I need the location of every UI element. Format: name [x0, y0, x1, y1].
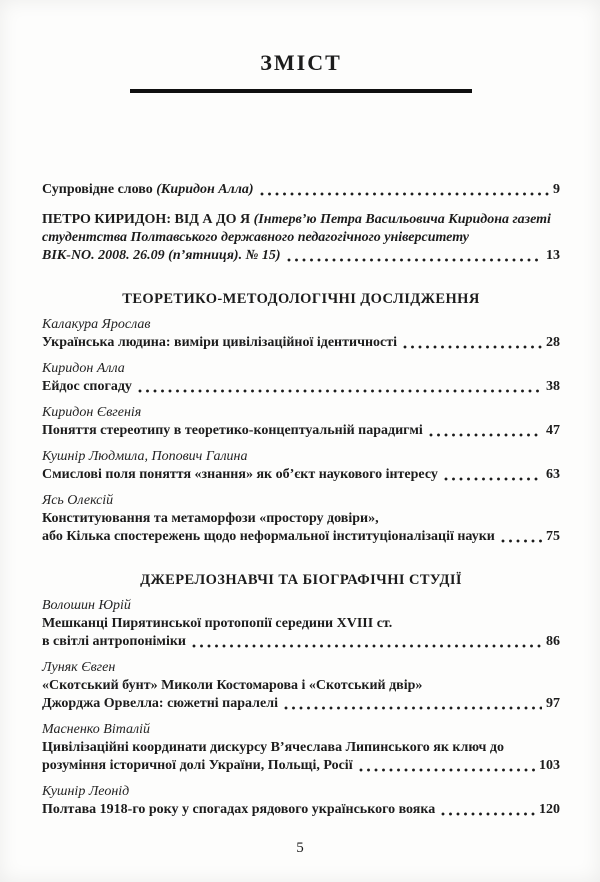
dot-leader [192, 644, 542, 648]
dot-leader [260, 192, 549, 196]
dot-leader [287, 258, 542, 262]
title-rule [130, 89, 472, 93]
toc-entry [42, 181, 560, 199]
front-matter [42, 181, 560, 265]
entry-page-number: 75 [546, 529, 560, 544]
entry-title-line: Цивілізаційні координати дискурсу В’ячеслава Липинського як ключ до [42, 740, 504, 755]
entry-page-number: 9 [553, 182, 560, 197]
entry-note: ВІК-NO. 2008. 26.09 (п’ятниця). № 15) [42, 248, 281, 263]
entry-author: Калакура Ярослав [42, 317, 151, 332]
entry-page-number: 97 [546, 696, 560, 711]
page-number: 5 [296, 840, 304, 856]
entry-title: або Кілька спостережень щодо неформальної інституціоналізації науки [42, 529, 495, 544]
entry-page-number: 47 [546, 423, 560, 438]
entry-title-row [42, 422, 560, 440]
entry-text [42, 181, 254, 199]
dot-leader [501, 539, 542, 543]
entry-author: Волошин Юрій [42, 598, 131, 613]
toc-entry [42, 211, 560, 265]
entry-title: Ейдос спогаду [42, 379, 132, 394]
section-heading: ТЕОРЕТИКО-МЕТОДОЛОГІЧНІ ДОСЛІДЖЕННЯ [122, 291, 480, 307]
entry-title-row [42, 528, 560, 546]
entry-title-row [42, 181, 560, 199]
toc-section [42, 572, 560, 819]
dot-leader [138, 389, 542, 393]
entry-title-row [42, 378, 560, 396]
entry-title: Смислові поля поняття «знання» як об’єкт наукового інтересу [42, 467, 438, 482]
entry-title-row [42, 801, 560, 819]
dot-leader [403, 345, 542, 349]
entry-title-row [42, 695, 560, 713]
entry-title: Українська людина: виміри цивілізаційної ідентичності [42, 335, 398, 350]
entry-title: розуміння історичної долі України, Польщі, Росії [42, 758, 353, 773]
toc-entry [42, 404, 560, 440]
entry-author: Кушнір Людмила, Попович Галина [42, 449, 248, 464]
entry-text [42, 211, 560, 247]
dot-leader [441, 812, 535, 816]
toc-entry [42, 360, 560, 396]
entry-note: (Киридон Алла) [156, 182, 254, 197]
dot-leader [429, 433, 542, 437]
entry-page-number: 28 [546, 335, 560, 350]
toc-entry [42, 659, 560, 713]
entry-title: Поняття стереотипу в теоретико-концептуальній парадигмі [42, 423, 423, 438]
contents-title: ЗМІСТ [260, 50, 342, 75]
entry-title: в світлі антропоніміки [42, 634, 186, 649]
entry-page-number: 103 [539, 758, 560, 773]
entry-author: Киридон Євгенія [42, 405, 142, 420]
entry-label: Супровідне слово [42, 182, 153, 197]
toc-entry [42, 492, 560, 546]
entry-note: (Інтерв’ю Петра Васильовича Киридона газеті студентства Полтавського державного педагогічного університету [42, 212, 551, 245]
dot-leader [359, 768, 535, 772]
entry-title-row [42, 247, 560, 265]
entry-title-row [42, 334, 560, 352]
entry-title: Полтава 1918-го року у спогадах рядового українського вояка [42, 802, 436, 817]
entry-label: ПЕТРО КИРИДОН: ВІД А ДО Я [42, 212, 251, 227]
entry-author: Масненко Віталій [42, 722, 151, 737]
entry-page-number: 13 [546, 248, 560, 263]
dot-leader [284, 706, 542, 710]
entry-title: Джорджа Орвелла: сюжетні паралелі [42, 696, 278, 711]
dot-leader [444, 477, 542, 481]
toc-entry [42, 783, 560, 819]
entry-page-number: 86 [546, 634, 560, 649]
entry-title-line: Мешканці Пирятинської протопопії середини XVIII ст. [42, 616, 393, 631]
entry-author: Кушнір Леонід [42, 784, 130, 799]
section-heading: ДЖЕРЕЛОЗНАВЧІ ТА БІОГРАФІЧНІ СТУДІЇ [140, 572, 462, 588]
entry-author: Киридон Алла [42, 361, 125, 376]
toc-entry [42, 448, 560, 484]
entry-title-line: Конституювання та метаморфози «простору довіри», [42, 511, 379, 526]
toc-section [42, 291, 560, 546]
entry-title-line: «Скотський бунт» Миколи Костомарова і «Скотський двір» [42, 678, 423, 693]
entry-author: Луняк Євген [42, 660, 116, 675]
entry-author: Ясь Олексій [42, 493, 114, 508]
toc-entry [42, 316, 560, 352]
entry-title-row [42, 466, 560, 484]
entry-page-number: 63 [546, 467, 560, 482]
toc-entry [42, 721, 560, 775]
entry-page-number: 38 [546, 379, 560, 394]
entry-title-row [42, 757, 560, 775]
toc-entry [42, 597, 560, 651]
entry-page-number: 120 [539, 802, 560, 817]
entry-title-row [42, 633, 560, 651]
